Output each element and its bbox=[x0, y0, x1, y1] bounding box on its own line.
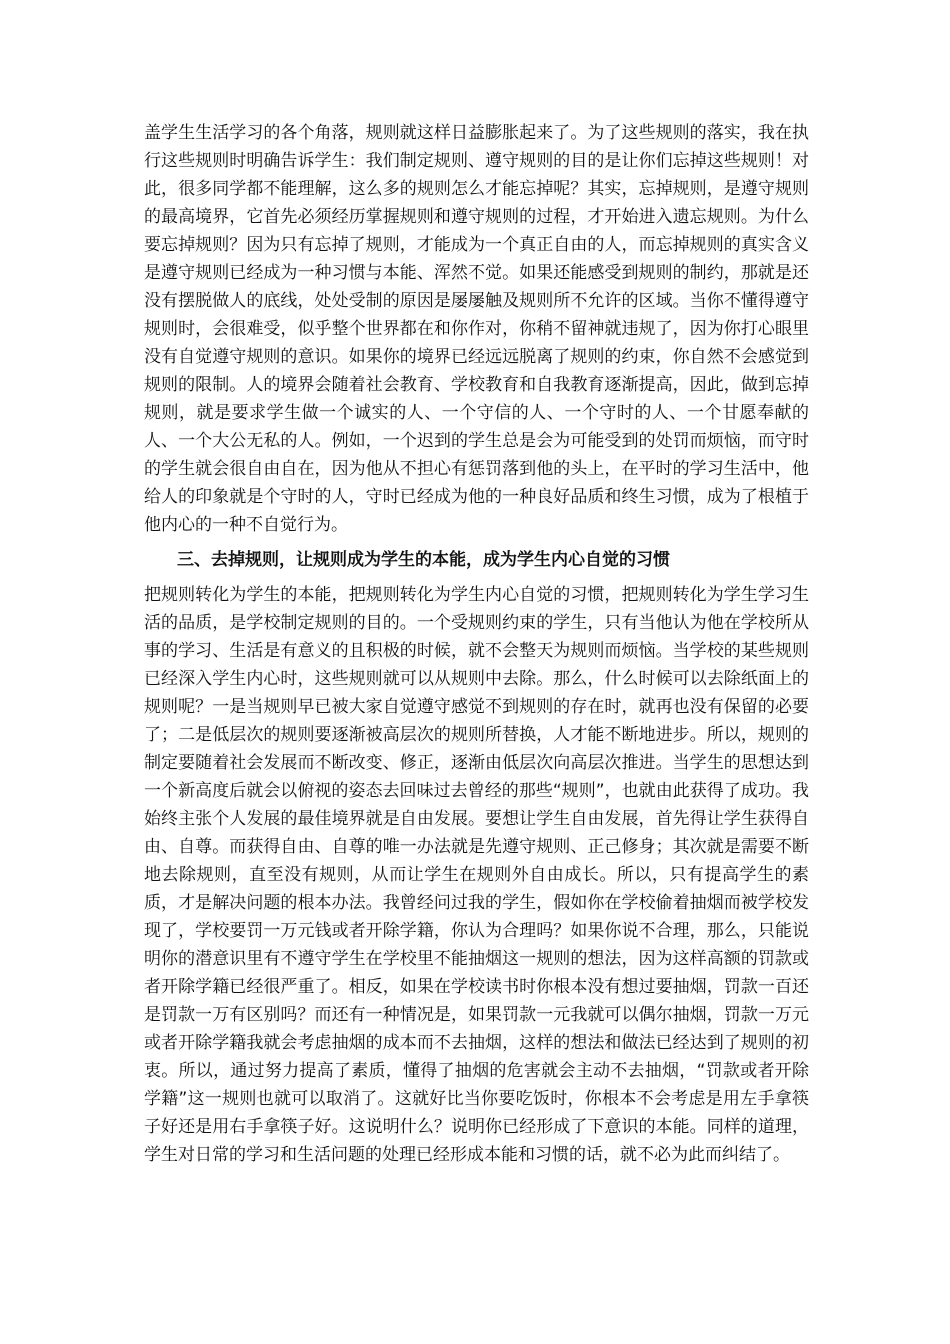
body-paragraph-1: 盖学生生活学习的各个角落，规则就这样日益膨胀起来了。为了这些规则的落实，我在执行这些规则时明确告诉学生：我们制定规则、遵守规则的目的是让你们忘掉这些规则！对此，很多同学都不能理解，这么多的规则怎么才能忘掉呢？其实，忘掉规则，是遵守规则的最高境界，它首先必须经历掌握规则和遵守规则的过程，才开始进入遗忘规则。为什么要忘掉规则？因为只有忘掉了规则，才能成为一个真正自由的人，而忘掉规则的真实含义是遵守规则已经成为一种习惯与本能、浑然不觉。如果还能感受到规则的制约，那就是还没有摆脱做人的底线，处处受制的原因是屡屡触及规则所不允许的区域。当你不懂得遵守规则时，会很难受，似乎整个世界都在和你作对，你稍不留神就违规了，因为你打心眼里没有自觉遵守规则的意识。如果你的境界已经远远脱离了规则的约束，你自然不会感觉到规则的限制。人的境界会随着社会教育、学校教育和自我教育逐渐提高，因此，做到忘掉规则，就是要求学生做一个诚实的人、一个守信的人、一个守时的人、一个甘愿奉献的人、一个大公无私的人。例如，一个迟到的学生总是会为可能受到的处罚而烦恼，而守时的学生就会很自由自在，因为他从不担心有惩罚落到他的头上，在平时的学习生活中，他给人的印象就是个守时的人，守时已经成为他的一种良好品质和终生习惯，成为了根植于他内心的一种不自觉行为。 bbox=[144, 123, 809, 535]
section-heading-3: 三、去掉规则，让规则成为学生的本能，成为学生内心自觉的习惯 bbox=[177, 550, 670, 570]
body-paragraph-2: 把规则转化为学生的本能，把规则转化为学生内心自觉的习惯，把规则转化为学生学习生活的品质，是学校制定规则的目的。一个受规则约束的学生，只有当他认为他在学校所从事的学习、生活是有意义的且积极的时候，就不会整天为规则而烦恼。当学校的某些规则已经深入学生内心时，这些规则就可以从规则中去除。那么，什么时候可以去除纸面上的规则呢？一是当规则早已被大家自觉遵守感觉不到规则的存在时，就再也没有保留的必要了；二是低层次的规则要逐渐被高层次的规则所替换，人才能不断地进步。所以，规则的制定要随着社会发展而不断改变、修正，逐渐由低层次向高层次推进。当学生的思想达到一个新高度后就会以俯视的姿态去回味过去曾经的那些“规则”，也就由此获得了成功。我始终主张个人发展的最佳境界就是自由发展。要想让学生自由发展，首先得让学生获得自由、自尊。而获得自由、自尊的唯一办法就是先遵守规则、正己修身；其次就是需要不断地去除规则，直至没有规则，从而让学生在规则外自由成长。所以，只有提高学生的素质，才是解决问题的根本办法。我曾经问过我的学生，假如你在学校偷着抽烟而被学校发现了，学校要罚一万元钱或者开除学籍，你认为合理吗？如果你说不合理，那么，只能说明你的潜意识里有不遵守学生在学校里不能抽烟这一规则的想法，因为这样高额的罚款或者开除学籍已经很严重了。相反，如果在学校读书时你根本没有想过要抽烟，罚款一百还是罚款一万有区别吗？而还有一种情况是，如果罚款一元我就可以偶尔抽烟，罚款一万元或者开除学籍我就会考虑抽烟的成本而不去抽烟，这样的想法和做法已经达到了规则的初衷。所以，通过努力提高了素质，懂得了抽烟的危害就会主动不去抽烟，“罚款或者开除学籍”这一规则也就可以取消了。这就好比当你要吃饭时，你根本不会考虑是用左手拿筷子好还是用右手拿筷子好。这说明什么？说明你已经形成了下意识的本能。同样的道理，学生对日常的学习和生活问题的处理已经形成本能和习惯的话，就不必为此而纠结了。 bbox=[144, 585, 809, 1165]
document-body bbox=[144, 119, 809, 1169]
